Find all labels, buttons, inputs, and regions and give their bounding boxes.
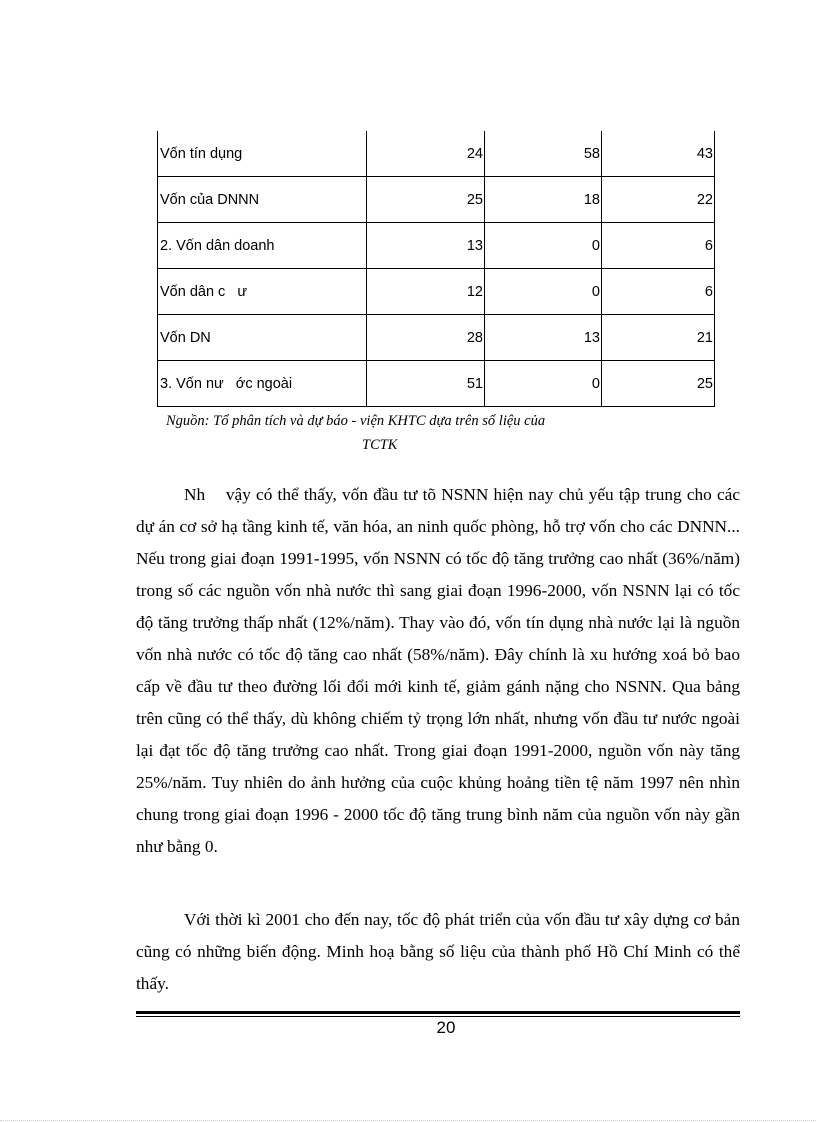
cell-value: 6 (602, 223, 715, 269)
row-label: Vốn của DNNN (158, 177, 367, 223)
row-label: 3. Vốn nư ớc ngoài (158, 361, 367, 407)
row-label: Vốn DN (158, 315, 367, 361)
cell-value: 58 (485, 131, 602, 177)
cell-value: 24 (367, 131, 485, 177)
table-row (158, 269, 715, 315)
cell-value: 12 (367, 269, 485, 315)
footer-rule-thin (136, 1016, 740, 1017)
cell-value: 21 (602, 315, 715, 361)
cell-value: 0 (485, 223, 602, 269)
table-row (158, 177, 715, 223)
page-edge-divider (0, 1120, 816, 1121)
cell-value: 0 (485, 269, 602, 315)
cell-value: 43 (602, 131, 715, 177)
cell-value: 13 (367, 223, 485, 269)
body-paragraph: Với thời kì 2001 cho đến nay, tốc độ phát triển của vốn đầu tư xây dựng cơ bản cũng có những biến động. Minh hoạ bằng số liệu của thành phố Hồ Chí Minh có thể thấy. (136, 910, 740, 993)
cell-value: 0 (485, 361, 602, 407)
cell-value: 13 (485, 315, 602, 361)
source-note (166, 409, 636, 457)
table-row (158, 223, 715, 269)
source-note-line: Nguồn: Tổ phân tích và dự báo - viện KHTC dựa trên số liệu của (166, 413, 546, 429)
row-label: Vốn dân c ư (158, 269, 367, 315)
body-paragraph: Nh vậy có thể thấy, vốn đầu tư tõ NSNN hiện nay chủ yếu tập trung cho các dự án cơ sở hạ tầng kinh tế, văn hóa, an ninh quốc phòng, hỗ trợ vốn cho các DNNN... Nếu trong giai đoạn 1991-1995, vốn NSNN có tốc độ tăng trưởng cao nhất (36%/năm) trong số các nguồn vốn nhà nước thì sang giai đoạn 1996-2000, vốn NSNN lại có tốc độ tăng trưởng thấp nhất (12%/năm). Thay vào đó, vốn tín dụng nhà nước lại là nguồn vốn nhà nước có tốc độ tăng cao nhất (58%/năm). Đây chính là xu hướng xoá bỏ bao cấp về đầu tư theo đường lối đổi mới kinh tế, giảm gánh nặng cho NSNN. Qua bảng trên cũng có thể thấy, dù không chiếm tỷ trọng lớn nhất, nhưng vốn đầu tư nước ngoài lại đạt tốc độ tăng trưởng cao nhất. Trong giai đoạn 1991-2000, nguồn vốn này tăng 25%/năm. Tuy nhiên do ảnh hưởng của cuộc khủng hoảng tiền tệ năm 1997 nên nhìn chung trong giai đoạn 1996 - 2000 tốc độ tăng trung bình năm của nguồn vốn này gần như bằng 0. (136, 485, 745, 856)
cell-value: 25 (602, 361, 715, 407)
footer-rule (136, 1011, 740, 1014)
page-number: 20 (436, 1018, 456, 1037)
table-row (158, 315, 715, 361)
cell-value: 6 (602, 269, 715, 315)
source-note-line: TCTK (362, 437, 398, 453)
cell-value: 18 (485, 177, 602, 223)
cell-value: 28 (367, 315, 485, 361)
cell-value: 51 (367, 361, 485, 407)
table-row (158, 131, 715, 177)
row-label: Vốn tín dụng (158, 131, 367, 177)
table-row (158, 361, 715, 407)
cell-value: 25 (367, 177, 485, 223)
row-label: 2. Vốn dân doanh (158, 223, 367, 269)
investment-growth-table (157, 131, 715, 407)
cell-value: 22 (602, 177, 715, 223)
